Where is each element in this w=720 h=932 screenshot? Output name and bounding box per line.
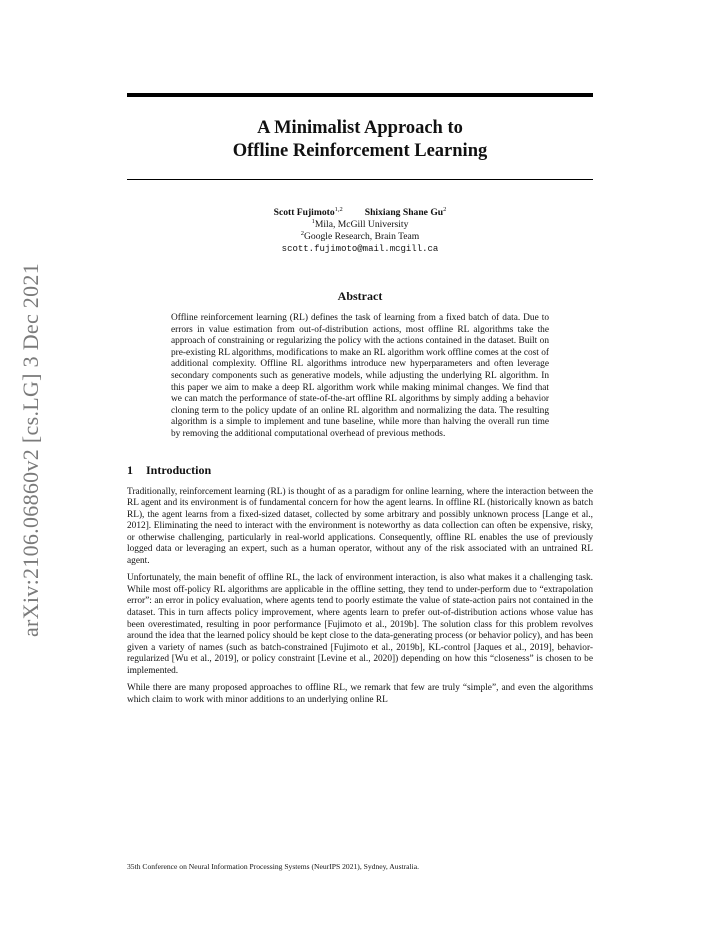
title-top-rule [127,93,593,97]
body-paragraph: Unfortunately, the main benefit of offline RL, the lack of environment interaction, is also what makes it a challenging task. While most off-policy RL algorithms are applicable in the offline setting, they tend to under-perform due to “extrapolation error”: an error in policy evaluation, where agents tend to poorly estimate the value of state-action pairs not contained in the dataset. This in turn affects policy improvement, where agents learn to prefer out-of-distribution actions whose value has been overestimated, resulting in poor performance [Fujimoto et al., 2019b]. The solution class for this problem revolves around the idea that the learned policy should be kept close to the data-generating process (or behavior policy), and has been given a variety of names (such as batch-constrained [Fujimoto et al., 2019b], KL-control [Jaques et al., 2019], behavior-regularized [Wu et al., 2019], or policy constraint [Levine et al., 2020]) depending on how this “closeness” is chosen to be implemented. [127,573,593,676]
title-line-2: Offline Reinforcement Learning [232,141,488,161]
author-names [127,207,593,219]
body-paragraph: Traditionally, reinforcement learning (RL) is thought of as a paradigm for online learning, where the interaction between the RL agent and its environment is of fundamental concern for how the agent learns. In offline RL (historically known as batch RL), the agent learns from a fixed-sized dataset, collected by some arbitrary and possibly unknown process [Lange et al., 2012]. Eliminating the need to interact with the environment is noteworthy as data collection can often be expensive, risky, or otherwise challenging, particularly in real-world applications. Consequently, offline RL enables the use of previously logged data or leveraging an expert, such as a human operator, without any of the risk associated with an untrained RL agent. [127,486,593,566]
paper-page [127,93,593,706]
body-paragraph: While there are many proposed approaches to offline RL, we remark that few are truly “simple”, and even the algorithms which claim to work with minor additions to an underlying online RL [127,683,593,705]
section-heading [127,463,593,478]
author-2-affiliation-mark: 2 [443,205,447,213]
section-title: Introduction [146,462,212,477]
affiliation-1: $^1$Mila, McGill University [311,217,409,230]
affiliation-2: $^2$Google Research, Brain Team [300,229,420,242]
author-1-affiliation-mark: 1,2 [334,205,343,213]
author-1-name: Scott Fujimoto [273,207,335,218]
title-bottom-rule [127,179,593,180]
conference-footnote: 35th Conference on Neural Information Processing Systems (NeurIPS 2021), Sydney, Australia. [127,862,420,871]
author-block [127,207,593,255]
title-line-1: A Minimalist Approach to [257,118,463,138]
author-email: scott.fujimoto@mail.mcgill.ca [281,244,439,254]
section-number: 1 [127,462,133,477]
paper-title [127,117,593,163]
arxiv-identifier: arXiv:2106.06860v2 [cs.LG] 3 Dec 2021 [18,262,43,638]
author-2-name: Shixiang Shane Gu [364,207,444,218]
abstract-heading: Abstract [337,289,383,303]
abstract-text: Offline reinforcement learning (RL) defines the task of learning from a fixed batch of data. Due to errors in value estimation from out-of-distribution actions, most offline RL algorithms take the approach of constraining or regularizing the policy with the actions contained in the dataset. Built on pre-existing RL algorithms, modifications to make an RL algorithm work offline comes at the cost of additional complexity. Offline RL algorithms introduce new hyperparameters and often leverage secondary components such as generative models, while adjusting the underlying RL algorithm. In this paper we aim to make a deep RL algorithm work while making minimal changes. We find that we can match the performance of state-of-the-art offline RL algorithms by simply adding a behavior cloning term to the policy update of an online RL algorithm and normalizing the data. The resulting algorithm is a simple to implement and tune baseline, while more than halving the overall run time by removing the additional computational overhead of previous methods. [171,313,549,439]
